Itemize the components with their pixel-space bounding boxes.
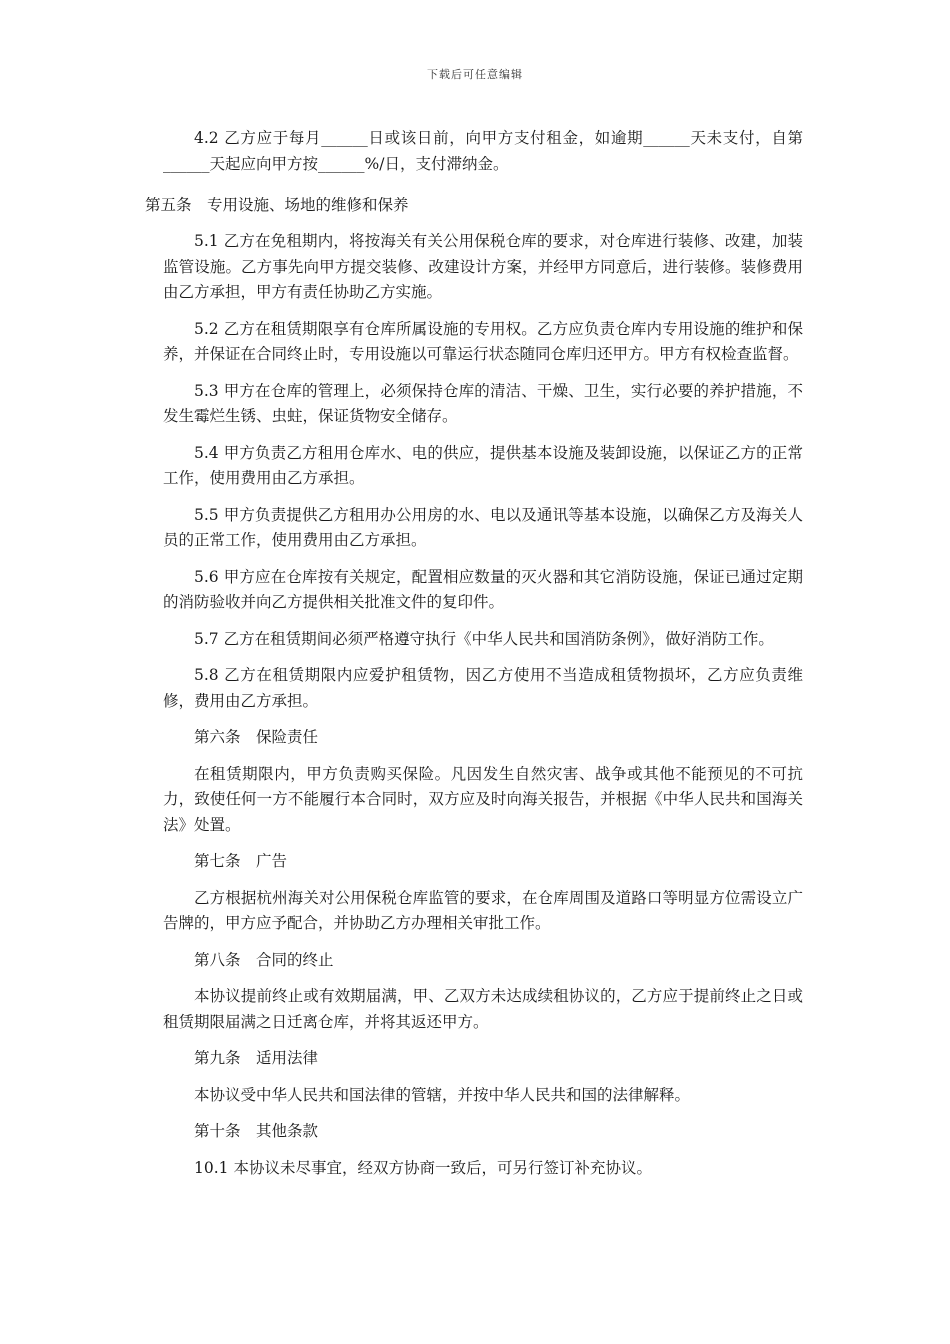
article-7-heading: 第七条 广告: [194, 852, 288, 870]
clause-5-2: 5.2 乙方在租赁期限享有仓库所属设施的专用权。乙方应负责仓库内专用设施的维护和保养，并保证在合同终止时，专用设施以可靠运行状态随同仓库归还甲方。甲方有权检查监督。: [163, 319, 803, 363]
article-9-body: 本协议受中华人民共和国法律的管辖，并按中华人民共和国的法律解释。: [194, 1085, 691, 1104]
article-7-body: 乙方根据杭州海关对公用保税仓库监管的要求，在仓库周围及道路口等明显方位需设立广告牌的，甲方应予配合，并协助乙方办理相关审批工作。: [163, 888, 803, 932]
article-5-heading: 第五条 专用设施、场地的维修和保养: [145, 195, 409, 214]
article-10-heading: 第十条 其他条款: [194, 1122, 319, 1140]
clause-5-4: 5.4 甲方负责乙方租用仓库水、电的供应，提供基本设施及装卸设施，以保证乙方的正常工作，使用费用由乙方承担。: [163, 443, 803, 487]
article-8-heading: 第八条 合同的终止: [194, 950, 334, 969]
clause-5-3: 5.3 甲方在仓库的管理上，必须保持仓库的清洁、干燥、卫生，实行必要的养护措施，不发生霉烂生锈、虫蛀，保证货物安全储存。: [163, 381, 803, 425]
clause-10-1: 10.1 本协议未尽事宜，经双方协商一致后，可另行签订补充协议。: [194, 1158, 652, 1177]
page-header: 下载后可任意编辑: [427, 68, 523, 81]
article-9-heading: 第九条 适用法律: [194, 1049, 319, 1067]
clause-5-8: 5.8 乙方在租赁期限内应爱护租赁物，因乙方使用不当造成租赁物损坏，乙方应负责维修，费用由乙方承担。: [163, 666, 803, 710]
clause-4-2: 4.2 乙方应于每月______日或该日前，向甲方支付租金，如逾期______天未支付，自第______天起应向甲方按______%/日，支付滞纳金。: [163, 129, 803, 173]
clause-5-7: 5.7 乙方在租赁期间必须严格遵守执行《中华人民共和国消防条例》，做好消防工作。: [194, 629, 774, 648]
clause-5-6: 5.6 甲方应在仓库按有关规定，配置相应数量的灭火器和其它消防设施，保证已通过定期的消防验收并向乙方提供相关批准文件的复印件。: [163, 567, 803, 611]
clause-5-5: 5.5 甲方负责提供乙方租用办公用房的水、电以及通讯等基本设施，以确保乙方及海关人员的正常工作，使用费用由乙方承担。: [163, 505, 803, 549]
document-body: [145, 126, 803, 1192]
article-6-heading: 第六条 保险责任: [194, 728, 319, 746]
article-8-body: 本协议提前终止或有效期届满，甲、乙双方未达成续租协议的，乙方应于提前终止之日或租赁期限届满之日迁离仓库，并将其返还甲方。: [163, 987, 803, 1031]
clause-5-1: 5.1 乙方在免租期内，将按海关有关公用保税仓库的要求，对仓库进行装修、改建，加装监管设施。乙方事先向甲方提交装修、改建设计方案，并经甲方同意后，进行装修。装修费用由乙方承担，甲方有责任协助乙方实施。: [163, 232, 803, 301]
article-6-body: 在租赁期限内，甲方负责购买保险。凡因发生自然灾害、战争或其他不能预见的不可抗力，致使任何一方不能履行本合同时，双方应及时向海关报告，并根据《中华人民共和国海关法》处置。: [163, 764, 803, 834]
